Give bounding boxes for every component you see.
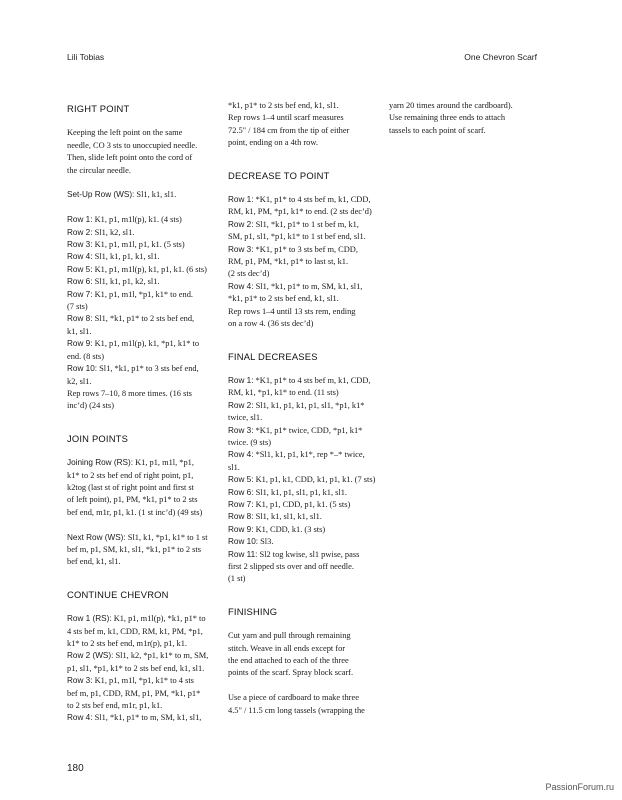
row-first-line [67,264,217,276]
setup-row [67,189,217,201]
row-text: Sl1, *k1, p1* to m, SM, k1, sl1, [92,713,202,723]
row-text: *K1, p1* to 3 sts bef m, CDD, [253,244,358,254]
row-text: Sl1, k1, *p1, k1* to 1 st [125,532,208,542]
pattern-row [67,650,217,675]
row-first-line [228,375,378,387]
text-line: k1* to 2 sts bef end of right point, p1, [67,470,194,480]
row-text: Sl1, k1, sl1, k1, sl1. [253,512,322,522]
text-line: yarn 20 times around the cardboard). [389,101,513,110]
pattern-row [67,712,217,724]
row-text: Sl3. [258,537,274,547]
row-label: Row 4: [67,713,93,723]
row-first-line [67,675,217,687]
row-label: Row 4: [67,252,93,262]
text-line: twice. (9 sts) [228,437,272,447]
row-text: Sl2 tog kwise, sl1 pwise, pass [257,549,360,559]
row-text: K1, p1, m1l, *p1, k1* to 4 sts [92,676,194,686]
row-label: Row 1: [67,215,93,225]
row-text: *K1, p1* to 4 sts bef m, k1, CDD, [253,375,371,385]
row-label: Row 2: [228,400,254,410]
row-first-line [67,289,217,301]
pattern-row [67,227,217,239]
row-label: Row 9: [228,524,254,534]
row-label: Row 2 (WS): [67,651,114,661]
pattern-row [228,194,378,219]
text-line: to 2 sts bef end, m1r, p1, k1. [67,701,163,711]
row-first-line [67,712,217,724]
row-first-line [228,499,378,511]
pattern-row [67,264,217,276]
text-line: bef m, p1, CDD, RM, p1, PM, *k1, p1* [67,688,201,698]
row-text: K1, CDD, k1. (3 sts) [253,524,326,534]
pattern-row [67,613,217,650]
pattern-row [67,239,217,251]
row-label: Row 2: [228,219,254,229]
row-first-line [67,613,217,625]
pattern-row [228,499,378,511]
text-line: (7 sts) [67,302,88,312]
row-label: Row 2: [67,227,93,237]
row-text: Sl1, k1, p1, sl1, p1, k1, sl1. [253,487,348,497]
next-row [67,532,217,569]
section-heading-final-decreases: FINAL DECREASES [228,350,318,362]
pattern-row [228,219,378,244]
row-text: Sl1, *k1, p1* to 3 sts bef end, [97,364,199,374]
column-3 [389,100,539,137]
row-label: Row 8: [67,314,93,324]
row-first-line [67,239,217,251]
text-line: tassels to each point of scarf. [389,125,486,135]
text-line: k1* to 2 sts bef end, m1r(p), p1, k1. [67,638,188,648]
row-first-line [67,227,217,239]
pattern-row [228,536,378,548]
row-text: *K1, p1* twice, CDD, *p1, k1* [253,425,363,435]
text-line: 4.5" / 11.5 cm long tassels (wrapping the [228,705,365,715]
row-text: *K1, p1* to 4 sts bef m, k1, CDD, [253,195,371,205]
text-line: Rep rows 7–10, 8 more times. (16 sts [67,388,192,398]
row-label: Row 1: [228,195,254,205]
pattern-row [228,549,378,586]
row-label: Row 1 (RS): [67,614,112,624]
watermark: PassionForum.ru [545,782,614,792]
row-label: Row 3: [228,244,254,254]
text-line: bef m, p1, SM, k1, sl1, *k1, p1* to 2 sts [67,544,202,554]
text-line: bef end, m1r, p1, k1. (1 st inc’d) (49 sts) [67,507,203,517]
row-label: Row 4: [228,450,254,460]
pattern-row [67,276,217,288]
pattern-row [228,487,378,499]
section-heading-continue-chevron: CONTINUE CHEVRON [67,588,169,600]
pattern-row [228,474,378,486]
row-label: Row 4: [228,281,254,291]
row-first-line [228,487,378,499]
section-heading-join-points: JOIN POINTS [67,432,129,444]
section-heading-finishing: FINISHING [228,605,278,617]
row-first-line [228,194,378,206]
pattern-row [228,375,378,400]
pattern-row [228,400,378,425]
row-label: Row 6: [67,277,93,287]
text-line: Cut yarn and pull through remaining [228,631,351,641]
row-text: *Sl1, k1, p1, k1*, rep *–* twice, [253,450,365,460]
pattern-row [67,251,217,263]
row-text: K1, p1, m1l, p1, k1. (5 sts) [92,240,185,250]
row-first-line [67,650,217,662]
section-heading-decrease-to-point: DECREASE TO POINT [228,169,330,181]
text-line: 72.5" / 184 cm from the tip of either [228,125,350,135]
text-line: Keeping the left point on the same [67,128,183,138]
text-line: p1, sl1, *p1, k1* to 2 sts bef end, k1, sl1. [67,663,205,673]
text-line: (2 sts dec’d) [228,269,270,279]
row-first-line [67,363,217,375]
text-line: bef end, k1, sl1. [67,557,121,567]
row-first-line [228,511,378,523]
row-first-line [67,313,217,325]
row-text: K1, p1, m1l(p), *k1, p1* to [111,614,206,624]
row-first-line [67,251,217,263]
header-title: One Chevron Scarf [464,52,537,62]
text-line: Rep rows 1–4 until scarf measures [228,113,344,123]
text-line: Use a piece of cardboard to make three [228,693,359,703]
row-first-line [228,244,378,256]
text-line: (1 st) [228,574,246,584]
text-line: Then, slide left point onto the cord of [67,153,193,163]
pattern-row [67,363,217,388]
row-first-line [228,425,378,437]
row-label: Row 5: [228,475,254,485]
pattern-row [228,511,378,523]
text-line: RM, p1, PM, *k1, p1* to last st, k1. [228,257,349,267]
final-decreases-rows [228,375,378,586]
row-label: Joining Row (RS): [67,458,133,468]
text-line: of left point), p1, PM, *k1, p1* to 2 sts [67,495,198,505]
row-text: Sl1, k1, p1, k2, sl1. [92,277,160,287]
row-text: Sl1, *k1, p1* to 2 sts bef end, [92,314,195,324]
row-first-line [228,549,378,561]
row-text: K1, p1, m1l, *p1, [132,458,194,468]
header-author: Lili Tobias [67,52,105,62]
row-label: Set-Up Row (WS): [67,190,135,200]
text-line: needle, CO 3 sts to unoccupied needle. [67,140,198,150]
row-first-line [67,276,217,288]
text-line: first 2 slipped sts over and off needle. [228,562,354,571]
text-line: twice, sl1. [228,413,263,423]
row-text: Sl1, *k1, p1* to 1 st bef m, k1, [253,219,359,229]
pattern-row [228,425,378,450]
column-1 [67,103,217,725]
row-text: K1, p1, CDD, p1, k1. (5 sts) [253,499,351,509]
pattern-row [67,675,217,712]
row-label: Row 10: [228,537,259,547]
row-text: K1, p1, k1, CDD, k1, p1, k1. (7 sts) [253,475,376,485]
row-first-line [228,400,378,412]
text-line: RM, k1, PM, *p1, k1* to end. (2 sts dec’d) [228,207,372,217]
row-text: Sl1, k1, p1, k1, p1, sl1, *p1, k1* [253,400,365,410]
row-label: Row 1: [228,375,254,385]
text-line: stitch. Weave in all ends except for [228,643,346,653]
row-text: Sl1, k2, *p1, k1* to m, SM, [113,651,209,661]
pattern-row [67,338,217,363]
row-label: Row 11: [228,549,258,559]
section-heading-right-point: RIGHT POINT [67,103,130,114]
text-line: k2tog (last st of right point and first st [67,482,195,492]
text-line: the circular needle. [67,165,131,175]
text-line: *k1, p1* to 2 sts bef end, k1, sl1. [228,101,339,110]
row-first-line [228,536,378,548]
text-line: Use remaining three ends to attach [389,113,506,123]
pattern-row [228,449,378,474]
row-first-line [228,474,378,486]
continue-chevron-rows [67,613,217,725]
row-label: Row 7: [228,499,254,509]
text-line: points of the scarf. Spray block scarf. [228,668,354,678]
text-line: inc’d) (24 sts) [67,401,114,411]
row-label: Row 9: [67,339,93,349]
decrease-to-point-rows [228,194,378,306]
text-line: sl1. [228,462,240,472]
text-line: SM, p1, sl1, *p1, k1* to 1 st bef end, sl1. [228,232,366,242]
row-first-line [67,214,217,226]
row-label: Row 6: [228,487,254,497]
row-label: Row 3: [67,676,93,686]
text-line: *k1, p1* to 2 sts bef end, k1, sl1. [228,294,339,304]
text-line: Rep rows 1–4 until 13 sts rem, ending [228,306,356,316]
pattern-row [67,214,217,226]
text-line: the end attached to each of the three [228,656,349,666]
pattern-row [67,313,217,338]
pattern-row [228,244,378,281]
row-first-line [228,524,378,536]
row-text: Sl1, k1, p1, k1, sl1. [92,252,160,262]
row-text: Sl1, k2, sl1. [92,227,135,237]
row-label: Row 7: [67,289,93,299]
joining-row [67,457,217,519]
row-first-line [228,449,378,461]
pattern-row [67,289,217,314]
row-label: Row 3: [67,240,93,250]
row-label: Next Row (WS): [67,532,126,542]
row-first-line [228,281,378,293]
column-2 [228,100,378,717]
pattern-row [228,524,378,536]
row-label: Row 5: [67,264,93,274]
text-line: end. (8 sts) [67,351,104,361]
text-line: point, ending on a 4th row. [228,138,318,148]
intro-paragraph [67,127,217,177]
row-first-line [228,219,378,231]
text-line: k2, sl1. [67,376,92,386]
text-line: k1, sl1. [67,326,92,336]
row-text: K1, p1, m1l, *p1, k1* to end. [92,289,193,299]
row-text: Sl1, k1, sl1. [134,190,177,200]
right-point-rows [67,214,217,388]
page-number: 180 [67,763,84,774]
text-line: RM, k1, *p1, k1* to end. (11 sts) [228,388,339,398]
text-line: 4 sts bef m, k1, CDD, RM, k1, PM, *p1, [67,626,203,636]
row-label: Row 10: [67,364,98,374]
pattern-row [228,281,378,306]
row-text: K1, p1, m1l(p), k1. (4 sts) [92,215,182,225]
row-text: K1, p1, m1l(p), k1, p1, k1. (6 sts) [92,264,207,274]
row-text: Sl1, *k1, p1* to m, SM, k1, sl1, [253,281,363,291]
row-text: K1, p1, m1l(p), k1, *p1, k1* to [92,339,200,349]
row-first-line [67,338,217,350]
row-label: Row 8: [228,512,254,522]
row-label: Row 3: [228,425,254,435]
text-line: on a row 4. (36 sts dec’d) [228,319,314,329]
